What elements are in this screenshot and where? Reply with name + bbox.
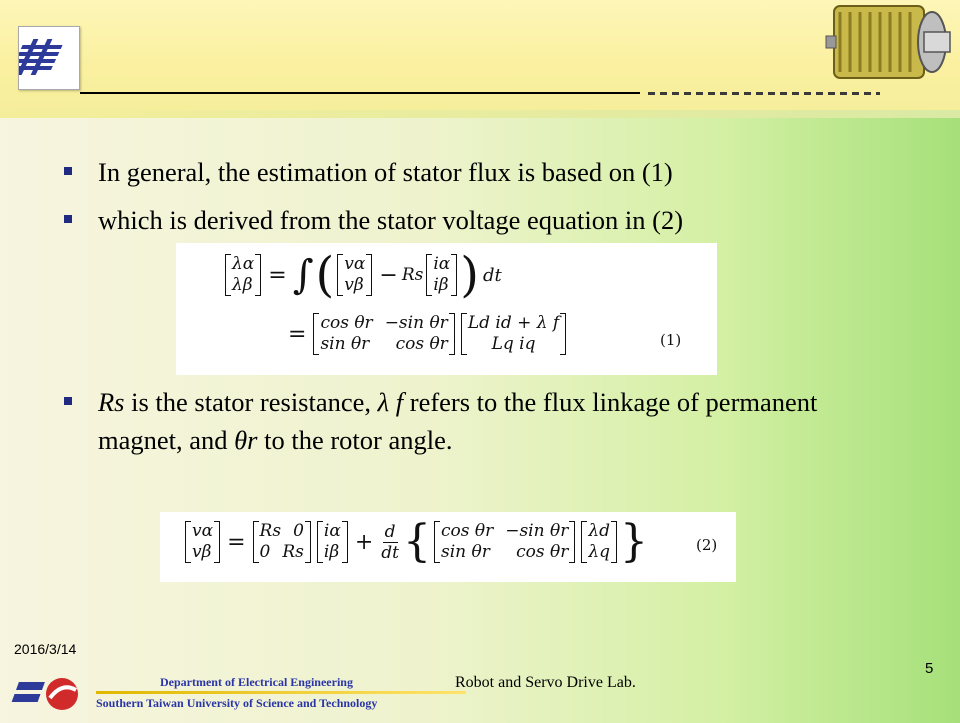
page-number: 5 — [925, 660, 934, 677]
bullet-text-part: is the stator resistance, — [124, 387, 378, 417]
bullet-text — [98, 383, 844, 459]
bullet-text-part: to the rotor angle. — [257, 425, 453, 455]
current-vector: iα iβ — [426, 254, 457, 296]
equation-label: (2) — [696, 536, 718, 554]
bullet-text-part: refers to the flux linkage of permanent magnet, and — [98, 387, 818, 455]
flux-vector: λα λβ — [225, 254, 261, 296]
equation-2: vα vβ = Rs 0 0 Rs iα iβ + $\frac{d}{dt}$ { cos θr −sin θr sin θr cos θr λd λq } (2) — [160, 512, 736, 582]
rs-symbol: Rs — [98, 387, 125, 417]
title-underline — [80, 92, 640, 94]
voltage-vector: vα vβ — [337, 254, 372, 296]
derivative-operator: $\frac{d}{dt}$ — [381, 521, 399, 563]
university-logo-icon — [18, 26, 80, 90]
resistance-matrix: Rs 0 0 Rs — [253, 521, 311, 563]
flux-vector: λd λq — [581, 521, 617, 563]
bullet-marker-icon — [64, 397, 72, 405]
inductance-vector: Ld id + λ f Lq iq — [461, 313, 566, 355]
header-band — [0, 0, 960, 118]
equation-label: (1) — [660, 331, 682, 349]
bullet-text: which is derived from the stator voltage equation in (2) — [98, 205, 684, 235]
current-vector: iα iβ — [317, 521, 348, 563]
lambda-f-symbol: λ f — [377, 387, 404, 417]
voltage-vector: vα vβ — [185, 521, 220, 563]
footer-divider — [96, 691, 466, 694]
dashed-divider — [648, 92, 880, 95]
bullet-text: In general, the estimation of stator flux is based on (1) — [98, 157, 673, 187]
rotation-matrix: cos θr −sin θr sin θr cos θr — [313, 313, 454, 355]
school-name: Southern Taiwan University of Science and Technology — [96, 696, 378, 710]
slide-date: 2016/3/14 — [14, 641, 77, 657]
department-name: Department of Electrical Engineering — [160, 675, 353, 689]
equation-1: λα λβ = ∫ ( vα vβ − Rs iα iβ ) dt = cos θr −sin θr sin θr cos θr Ld id + λ f Lq iq (1) — [176, 243, 717, 375]
bullet-item — [64, 153, 844, 191]
bullet-marker-icon — [64, 215, 72, 223]
bullet-item — [64, 201, 844, 239]
theta-r-symbol: θr — [234, 425, 258, 455]
lab-name: Robot and Servo Drive Lab. — [455, 674, 636, 691]
bullet-marker-icon — [64, 167, 72, 175]
rotation-matrix: cos θr −sin θr sin θr cos θr — [434, 521, 575, 563]
bullet-item — [64, 383, 844, 459]
motor-icon — [822, 2, 954, 88]
footer-logo-icon — [6, 668, 86, 718]
